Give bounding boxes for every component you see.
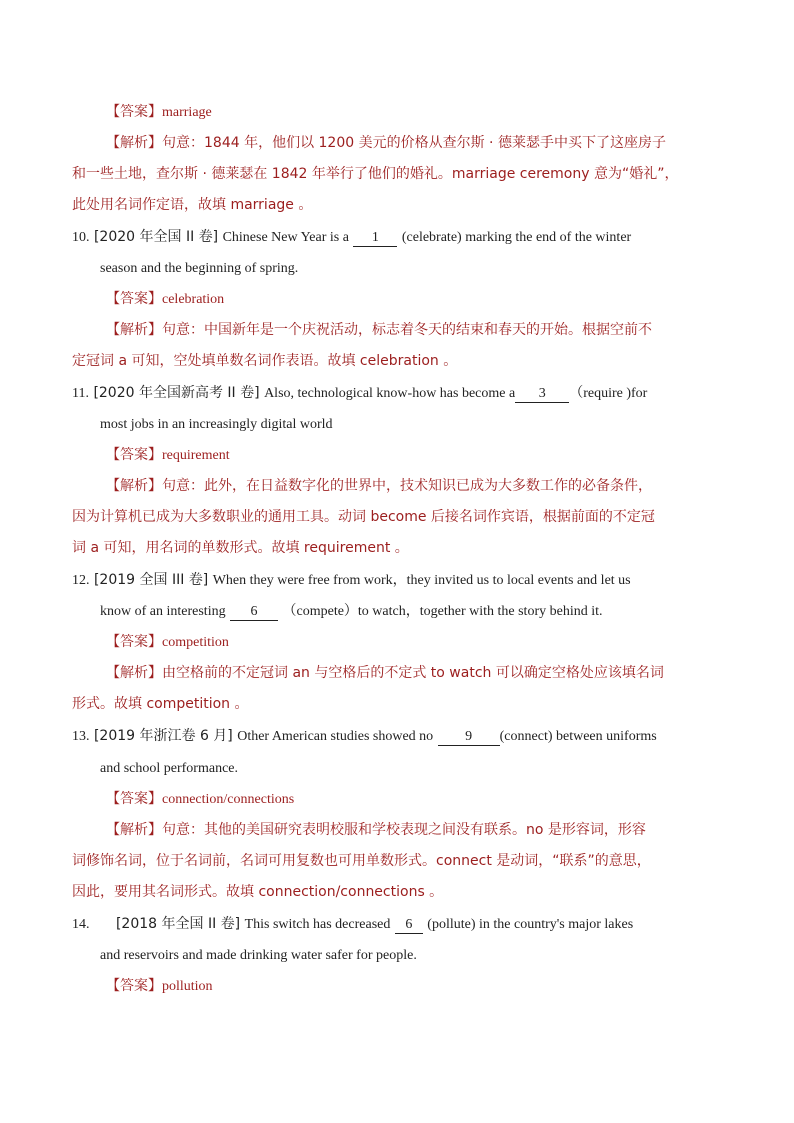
question-text: most jobs in an increasingly digital world — [100, 417, 333, 432]
question-text: This switch has decreased — [244, 917, 391, 932]
analysis-label: 【解析】 — [106, 822, 162, 838]
analysis-text: 句意：中国新年是一个庆祝活动，标志着冬天的结束和春天的开始。根据空前不 — [162, 322, 652, 338]
question-source: [2020 年全国 II 卷] — [93, 229, 219, 245]
analysis-text: 和一些土地，查尔斯 · 德莱瑟在 1842 年举行了他们的婚礼。marriage ceremony 意为“婚礼”， — [72, 166, 679, 182]
answer-blank: 6 — [395, 917, 423, 934]
question-q13-line2 — [100, 758, 238, 779]
question-number: 13. — [72, 729, 90, 744]
question-text: season and the beginning of spring. — [100, 261, 299, 276]
analysis-line-q11-1 — [106, 476, 652, 496]
question-number: 14. — [72, 917, 90, 932]
answer-line-q11 — [106, 445, 230, 466]
analysis-text: 因此，要用其名词形式。故填 connection/connections 。 — [72, 884, 444, 900]
question-q11-line2 — [100, 414, 333, 435]
question-q12-line2 — [100, 601, 602, 622]
analysis-line-q9-1 — [106, 133, 666, 153]
answer-text: celebration — [162, 292, 225, 307]
question-source: [2019 全国 III 卷] — [93, 572, 209, 588]
question-text: know of an interesting — [100, 604, 226, 619]
analysis-line-q9-2 — [72, 164, 678, 184]
question-q14-line2 — [100, 945, 417, 966]
question-text: and school performance. — [100, 761, 238, 776]
analysis-line-q12-2 — [72, 694, 249, 714]
question-q14 — [72, 914, 633, 935]
analysis-text: 词 a 可知，用名词的单数形式。故填 requirement 。 — [72, 540, 409, 556]
analysis-line-q9-3 — [72, 195, 312, 215]
analysis-line-q11-2 — [72, 507, 655, 527]
analysis-label: 【解析】 — [106, 135, 162, 151]
analysis-text: 定冠词 a 可知，空处填单数名词作表语。故填 celebration 。 — [72, 353, 458, 369]
answer-label: 【答案】 — [106, 104, 162, 120]
question-q11 — [72, 383, 647, 404]
answer-label: 【答案】 — [106, 291, 162, 307]
analysis-text: 由空格前的不定冠词 an 与空格后的不定式 to watch 可以确定空格处应该填名词 — [162, 665, 664, 681]
answer-text: connection/connections — [162, 792, 295, 807]
answer-text: pollution — [162, 979, 213, 994]
question-text: Chinese New Year is a — [222, 230, 349, 245]
analysis-text: 因为计算机已成为大多数职业的通用工具。动词 become 后接名词作宾语，根据前面的不定冠 — [72, 509, 655, 525]
analysis-text: 句意：1844 年，他们以 1200 美元的价格从查尔斯 · 德莱瑟手中买下了这座房子 — [162, 135, 666, 151]
question-q12 — [72, 570, 631, 591]
question-text: Other American studies showed no — [237, 729, 434, 744]
answer-line-q9 — [106, 102, 212, 123]
question-text: Also, technological know-how has become a — [264, 386, 516, 401]
answer-line-q14 — [106, 976, 213, 997]
question-source: [2018 年全国 II 卷] — [115, 916, 241, 932]
answer-text: requirement — [162, 448, 230, 463]
analysis-text: 句意：其他的美国研究表明校服和学校表现之间没有联系。no 是形容词，形容 — [162, 822, 646, 838]
answer-line-q13 — [106, 789, 294, 810]
answer-text: competition — [162, 635, 229, 650]
analysis-text: 句意：此外，在日益数字化的世界中，技术知识已成为大多数工作的必备条件， — [162, 478, 652, 494]
analysis-line-q13-2 — [72, 851, 651, 871]
question-text: （compete）to watch，together with the story behind it. — [282, 604, 603, 619]
analysis-line-q11-3 — [72, 538, 409, 558]
answer-label: 【答案】 — [106, 978, 162, 994]
question-text: When they were free from work，they invited us to local events and let us — [212, 573, 631, 588]
analysis-line-q10-2 — [72, 351, 457, 371]
analysis-text: 形式。故填 competition 。 — [72, 696, 249, 712]
question-number: 11. — [72, 386, 89, 401]
answer-blank: 6 — [230, 604, 278, 621]
analysis-line-q13-3 — [72, 882, 443, 902]
analysis-line-q10-1 — [106, 320, 652, 340]
question-q13 — [72, 726, 657, 747]
question-number: 10. — [72, 230, 90, 245]
answer-text: marriage — [162, 105, 212, 120]
question-number: 12. — [72, 573, 90, 588]
answer-line-q10 — [106, 289, 224, 310]
question-q10-line2 — [100, 258, 298, 279]
question-text: （require )for — [569, 386, 648, 401]
question-source: [2019 年浙江卷 6 月] — [93, 728, 233, 744]
answer-label: 【答案】 — [106, 791, 162, 807]
question-text: (celebrate) marking the end of the winter — [401, 230, 632, 245]
question-text: (pollute) in the country's major lakes — [427, 917, 634, 932]
answer-line-q12 — [106, 632, 229, 653]
question-q10 — [72, 227, 631, 248]
analysis-label: 【解析】 — [106, 665, 162, 681]
answer-blank: 1 — [353, 230, 397, 247]
analysis-text: 此处用名词作定语，故填 marriage 。 — [72, 197, 313, 213]
answer-label: 【答案】 — [106, 447, 162, 463]
question-text: (connect) between uniforms — [499, 729, 657, 744]
answer-label: 【答案】 — [106, 634, 162, 650]
question-source: [2020 年全国新高考 II 卷] — [93, 385, 260, 401]
analysis-label: 【解析】 — [106, 322, 162, 338]
analysis-text: 词修饰名词，位于名词前，名词可用复数也可用单数形式。connect 是动词，“联系”的意思， — [72, 853, 651, 869]
answer-blank: 3 — [515, 386, 569, 403]
answer-blank: 9 — [438, 729, 500, 746]
analysis-line-q13-1 — [106, 820, 646, 840]
analysis-line-q12-1 — [106, 663, 664, 683]
question-text: and reservoirs and made drinking water safer for people. — [100, 948, 417, 963]
analysis-label: 【解析】 — [106, 478, 162, 494]
